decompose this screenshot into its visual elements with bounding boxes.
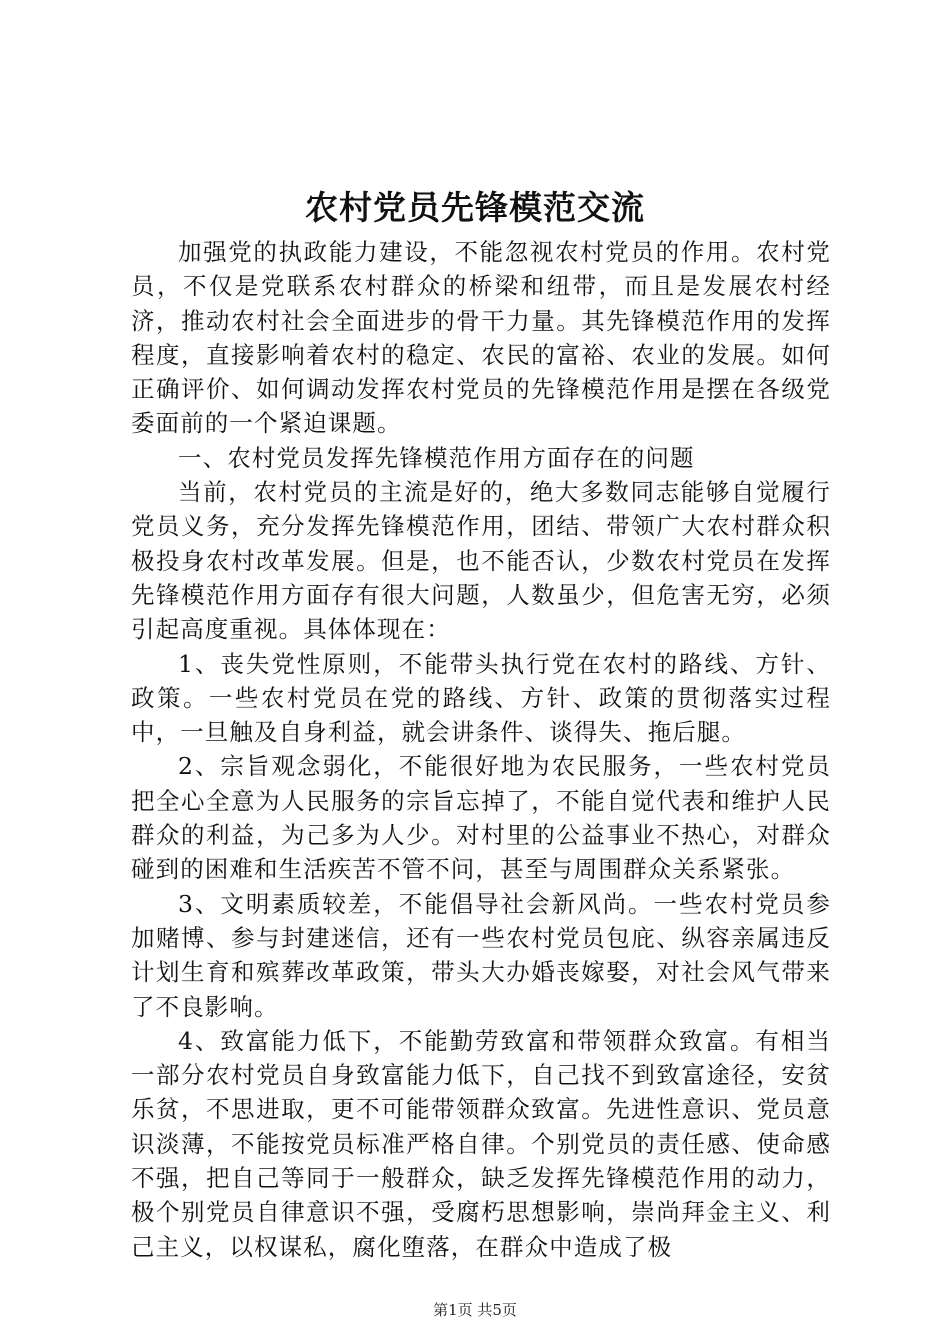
document-title: 农村党员先锋模范交流 bbox=[305, 188, 645, 227]
paragraph-current-status: 当前，农村党员的主流是好的，绝大多数同志能够自觉履行党员义务，充分发挥先锋模范作用，团结、带领广大农村群众积极投身农村改革发展。但是，也不能否认，少数农村党员在发挥先锋模范作用方面存有很大问题，人数虽少，但危害无穷，必须引起高度重视。具体体现在： bbox=[131, 478, 831, 644]
paragraph-intro: 加强党的执政能力建设，不能忽视农村党员的作用。农村党员，不仅是党联系农村群众的桥梁和纽带，而且是发展农村经济，推动农村社会全面进步的骨干力量。其先锋模范作用的发挥程度，直接影响着农村的稳定、农民的富裕、农业的发展。如何正确评价、如何调动发挥农村党员的先锋模范作用是摆在各级党委面前的一个紧迫课题。 bbox=[131, 238, 831, 438]
paragraph-item-1: 1、丧失党性原则，不能带头执行党在农村的路线、方针、政策。一些农村党员在党的路线、方针、政策的贯彻落实过程中，一旦触及自身利益，就会讲条件、谈得失、拖后腿。 bbox=[131, 649, 831, 747]
paragraph-item-2: 2、宗旨观念弱化，不能很好地为农民服务，一些农村党员把全心全意为人民服务的宗旨忘掉了，不能自觉代表和维护人民群众的利益，为己多为人少。对村里的公益事业不热心，对群众碰到的困难和生活疾苦不管不问，甚至与周围群众关系紧张。 bbox=[131, 752, 831, 884]
page-number-footer: 第1页 共5页 bbox=[433, 1301, 517, 1319]
paragraph-item-3: 3、文明素质较差，不能倡导社会新风尚。一些农村党员参加赌博、参与封建迷信，还有一些农村党员包庇、纵容亲属违反计划生育和殡葬改革政策，带头大办婚丧嫁娶，对社会风气带来了不良影响。 bbox=[131, 889, 831, 1021]
document-body bbox=[131, 235, 831, 1264]
paragraph-item-4: 4、致富能力低下，不能勤劳致富和带领群众致富。有相当一部分农村党员自身致富能力低下，自己找不到致富途径，安贫乐贫，不思进取，更不可能带领群众致富。先进性意识、党员意识淡薄，不能按党员标准严格自律。个别党员的责任感、使命感不强，把自己等同于一般群众，缺乏发挥先锋模范作用的动力，极个别党员自律意识不强，受腐朽思想影响，崇尚拜金主义、利己主义，以权谋私，腐化堕落，在群众中造成了极 bbox=[131, 1026, 831, 1261]
section-heading-problems: 一、农村党员发挥先锋模范作用方面存在的问题 bbox=[178, 443, 695, 472]
